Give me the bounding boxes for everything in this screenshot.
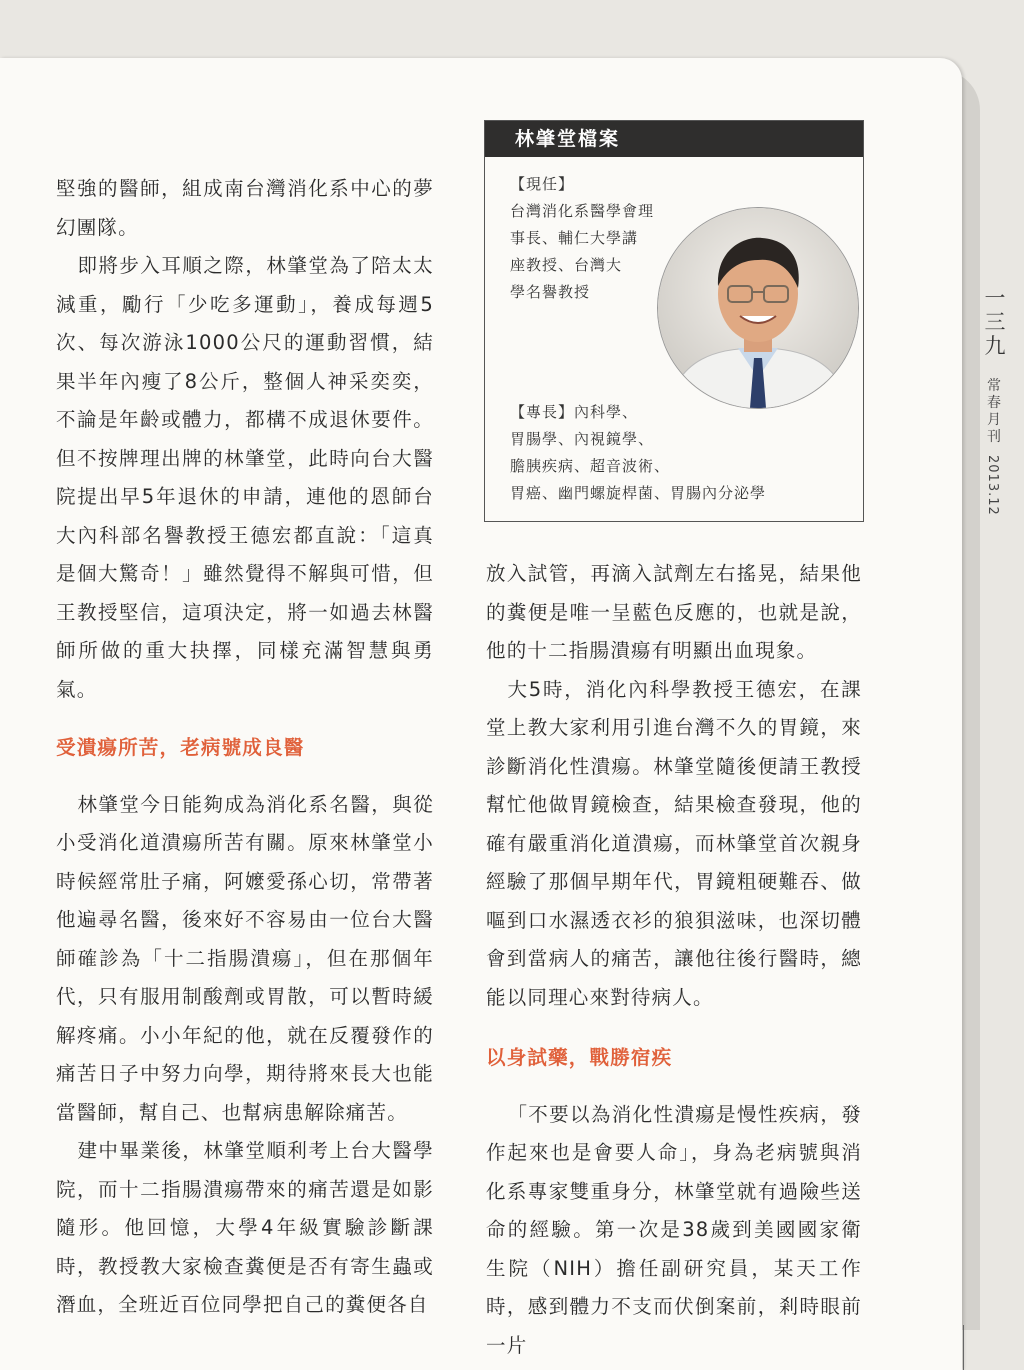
- paragraph: 堅強的醫師，組成南台灣消化系中心的夢幻團隊。: [56, 177, 434, 239]
- magazine-name: 常春月刊: [987, 378, 1001, 445]
- current-line: 學名譽教授: [510, 283, 591, 301]
- paragraph: 大5時，消化內科學教授王德宏，在課堂上教大家利用引進台灣不久的胃鏡，來診斷消化性潰瘍。林肇堂隨後便請王教授幫忙他做胃鏡檢查，結果檢查發現，他的確有嚴重消化道潰瘍，而林肇堂首次親身經驗了那個早期年代，胃鏡粗硬難吞、做嘔到口水濕透衣衫的狼狽滋味，也深切體會到當病人的痛苦，讓他往後行醫時，總能以同理心來對待病人。: [486, 677, 862, 1009]
- current-line: 事長、輔仁大學講: [510, 229, 639, 247]
- specialty-line: 胃腸學、內視鏡學、: [510, 430, 655, 448]
- profile-box-title: 林肇堂檔案: [485, 121, 863, 157]
- specialty-line: 胃癌、幽門螺旋桿菌、胃腸內分泌學: [510, 484, 767, 502]
- paragraph: 「不要以為消化性潰瘍是慢性疾病，發作起來也是會要人命」，身為老病號與消化系專家雙重身分，林肇堂就有過險些送命的經驗。第一次是38歲到美國國家衛生院（NIH）擔任副研究員，某天工作時，感到體力不支而伏倒案前，剎時眼前一片: [486, 1102, 862, 1357]
- portrait-icon: [658, 208, 858, 408]
- left-column: [56, 170, 434, 1325]
- current-line: 台灣消化系醫學會理: [510, 202, 655, 220]
- current-position: [510, 171, 654, 306]
- current-label: 【現任】: [510, 175, 575, 193]
- portrait-photo: [657, 207, 859, 409]
- specialty-line: 【專長】內科學、: [510, 403, 639, 421]
- issue-date: 2013.12: [985, 455, 1000, 516]
- specialty-line: 膽胰疾病、超音波術、: [510, 457, 671, 475]
- page-number: 一三九: [984, 286, 1006, 358]
- profile-box: [484, 120, 864, 522]
- section-heading: 以身試藥，戰勝宿疾: [486, 1046, 673, 1069]
- crop-mark: [963, 1325, 964, 1370]
- paragraph: 放入試管，再滴入試劑左右搖晃，結果他的糞便是唯一呈藍色反應的，也就是說，他的十二指腸潰瘍有明顯出血現象。: [486, 562, 862, 662]
- paragraph: 建中畢業後，林肇堂順利考上台大醫學院，而十二指腸潰瘍帶來的痛苦還是如影隨形。他回憶，大學4年級實驗診斷課時，教授教大家檢查糞便是否有寄生蟲或潛血，全班近百位同學把自己的糞便各自: [56, 1139, 434, 1316]
- paragraph: 林肇堂今日能夠成為消化系名醫，與從小受消化道潰瘍所苦有關。原來林肇堂小時候經常肚子痛，阿嬤愛孫心切，常帶著他遍尋名醫，後來好不容易由一位台大醫師確診為「十二指腸潰瘍」，但在那個年代，只有服用制酸劑或胃散，可以暫時緩解疼痛。小小年紀的他，就在反覆發作的痛苦日子中努力向學，期待將來長大也能當醫師，幫自己、也幫病患解除痛苦。: [56, 792, 434, 1124]
- paragraph: 即將步入耳順之際，林肇堂為了陪太太減重，勵行「少吃多運動」，養成每週5次、每次游泳1000公尺的運動習慣，結果半年內瘦了8公斤，整個人神采奕奕，不論是年齡或體力，都構不成退休要件。但不按牌理出牌的林肇堂，此時向台大醫院提出早5年退休的申請，連他的恩師台大內科部名譽教授王德宏都直說：「這真是個大驚奇！」雖然覺得不解與可惜，但王教授堅信，這項決定，將一如過去林醫師所做的重大抉擇，同樣充滿智慧與勇氣。: [56, 254, 434, 701]
- specialty: [510, 399, 766, 507]
- right-column: [486, 555, 862, 1365]
- section-heading: 受潰瘍所苦，老病號成良醫: [56, 736, 305, 759]
- current-line: 座教授、台灣大: [510, 256, 623, 274]
